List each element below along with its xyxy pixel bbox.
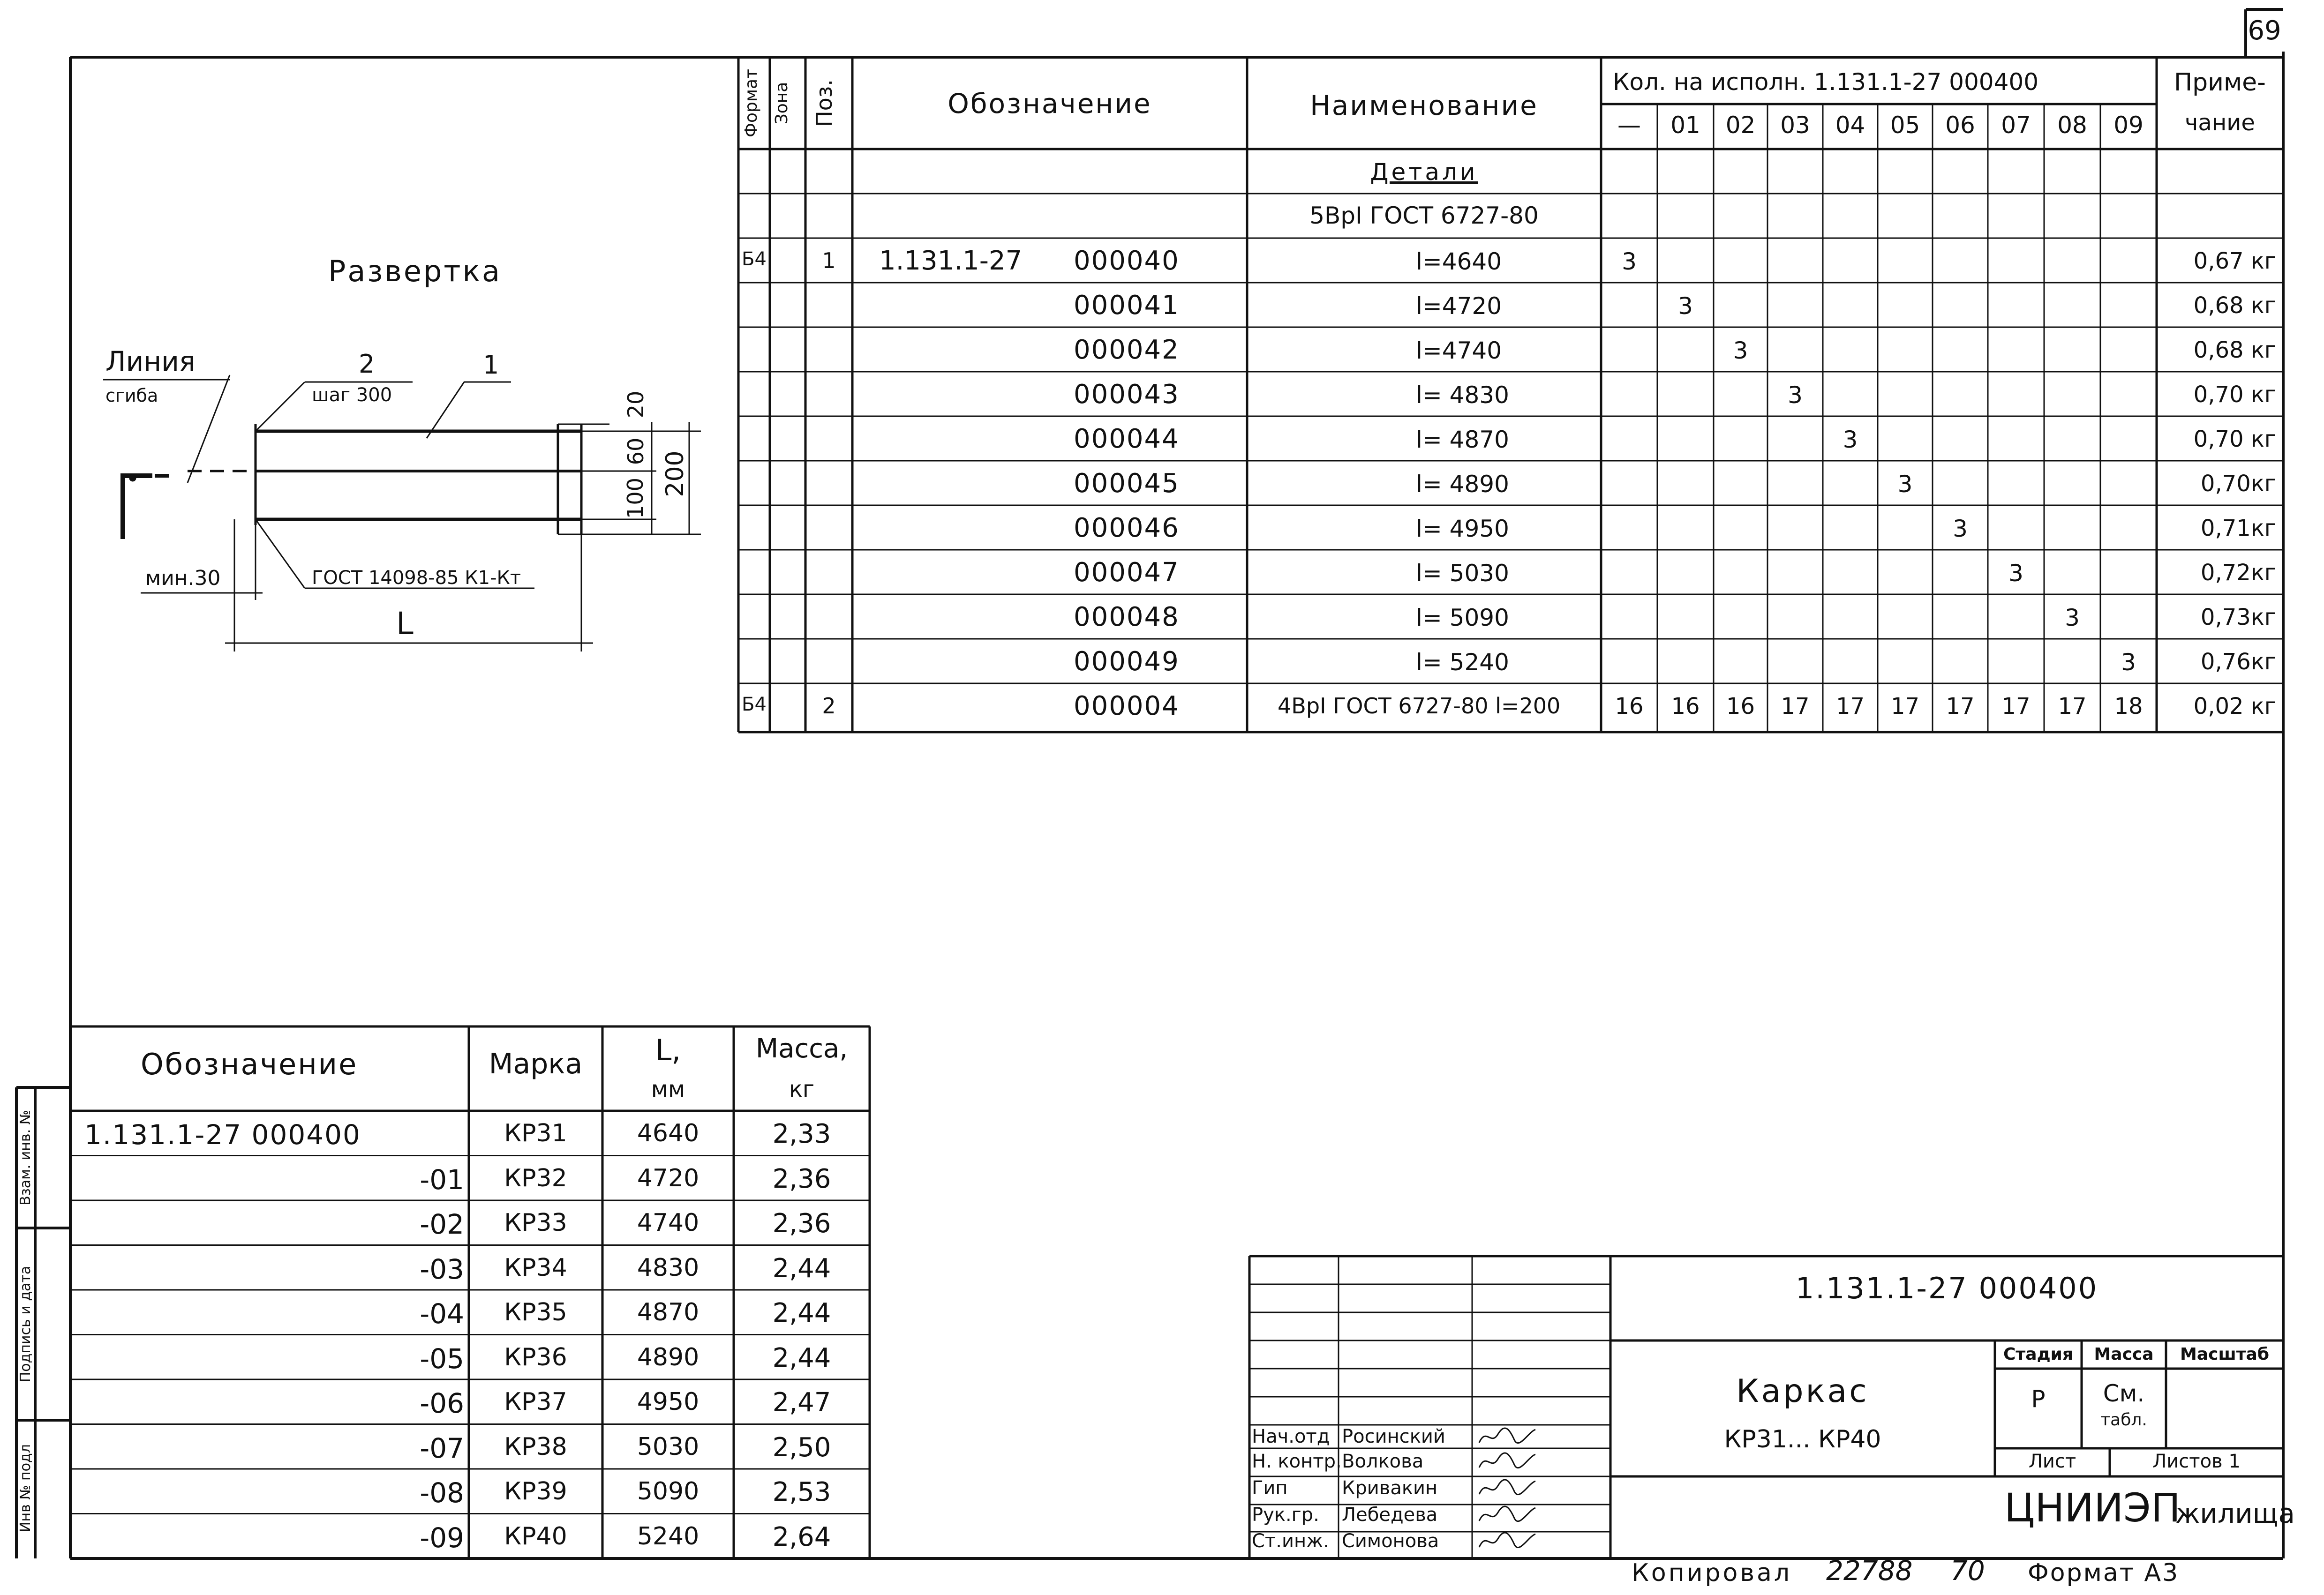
mass-row-designation: -04	[420, 1298, 464, 1330]
row-code: 000043	[1074, 379, 1180, 410]
mass-row-mark: КР32	[504, 1164, 567, 1192]
mass-header-L1: L,	[655, 1033, 681, 1067]
mass-row-L: 4890	[637, 1343, 699, 1371]
row-qty: 3	[1953, 515, 1968, 542]
last-row-name: 4ВрI ГОСТ 6727-80 l=200	[1278, 693, 1561, 719]
mass-header-designation: Обозначение	[141, 1047, 358, 1081]
mass-row-designation: 1.131.1-27 000400	[84, 1119, 361, 1151]
mass-row-mass: 2,47	[772, 1387, 831, 1418]
signature	[1477, 1529, 1538, 1553]
row-qty: 3	[2008, 560, 2023, 587]
row-code: 000041	[1074, 290, 1180, 321]
person-name: Симонова	[1342, 1530, 1439, 1552]
row-name: l=4640	[1416, 248, 1502, 275]
mass-row-L: 4740	[637, 1209, 699, 1237]
last-row-qty: 16	[1671, 693, 1700, 719]
mass-row-mark: КР31	[504, 1119, 567, 1147]
last-row-qty: 16	[1615, 693, 1644, 719]
sheet-number: 69	[2248, 15, 2281, 46]
person-role: Н. контр.	[1252, 1451, 1342, 1472]
row-code: 000048	[1074, 602, 1180, 632]
last-row-qty: 17	[1890, 693, 1920, 719]
stamp-vzam-inv: Взам. инв. №	[17, 1110, 34, 1206]
mass-row-L: 5240	[637, 1522, 699, 1550]
mass-row-L: 5090	[637, 1477, 699, 1505]
last-row-pos: 2	[822, 693, 836, 719]
stamp-sign-date: Подпись и дата	[17, 1266, 34, 1383]
spec-grid	[738, 57, 2283, 732]
row-name: l=4740	[1416, 337, 1502, 364]
last-row-qty: 17	[1946, 693, 1975, 719]
stage-label: Стадия	[2003, 1345, 2073, 1364]
variant-header: —	[1617, 112, 1641, 139]
variant-header: 06	[1945, 112, 1975, 139]
variant-header: 07	[2001, 112, 2031, 139]
header-note-2: чание	[2185, 110, 2255, 136]
mass-row-mark: КР38	[504, 1432, 567, 1461]
stamp-inv-podl: Инв № подл	[17, 1444, 34, 1532]
person-name: Волкова	[1342, 1451, 1424, 1472]
signature	[1477, 1476, 1538, 1500]
row-qty: 3	[1843, 426, 1858, 453]
last-row-qty: 17	[2058, 693, 2087, 719]
pos2-step: шаг 300	[312, 384, 392, 406]
dim-100: 100	[623, 478, 648, 519]
section-material: 5ВрI ГОСТ 6727-80	[1309, 202, 1539, 229]
label-bend: сгиба	[105, 385, 158, 406]
doc-title: Каркас	[1736, 1373, 1869, 1410]
row-qty: 3	[2065, 604, 2080, 631]
header-name: Наименование	[1310, 90, 1538, 121]
mass-row-mass: 2,44	[772, 1342, 831, 1373]
variant-header: 01	[1670, 112, 1700, 139]
person-name: Росинский	[1342, 1426, 1445, 1447]
row-note: 0,70кг	[2200, 471, 2276, 497]
row-code: 000047	[1074, 557, 1180, 588]
person-role: Ст.инж.	[1252, 1530, 1329, 1552]
mass-row-L: 4870	[637, 1298, 699, 1326]
sheet-label: Лист	[2028, 1451, 2076, 1472]
last-row-qty: 18	[2114, 693, 2143, 719]
header-qty: Кол. на исполн. 1.131.1-27 000400	[1613, 68, 2039, 96]
row-qty: 3	[1678, 292, 1693, 320]
mass-row-mass: 2,50	[772, 1432, 831, 1463]
variant-header: 08	[2057, 112, 2087, 139]
last-row-qty: 17	[2001, 693, 2031, 719]
mass-row-mass: 2,53	[772, 1477, 831, 1507]
mass-row-mass: 2,36	[772, 1163, 831, 1194]
mass-row-designation: -02	[420, 1208, 464, 1240]
mass-header-L2: мм	[651, 1076, 685, 1102]
mass-header-mass2: кг	[789, 1076, 815, 1102]
mass-row-designation: -06	[420, 1387, 464, 1419]
mass-row-designation: -08	[420, 1477, 464, 1509]
row-code: 000049	[1074, 646, 1180, 677]
row-name: l= 5030	[1416, 560, 1509, 587]
mass-row-L: 4720	[637, 1164, 699, 1192]
last-row-qty: 17	[1835, 693, 1865, 719]
mass-row-mass: 2,64	[772, 1521, 831, 1552]
row-format: Б4	[742, 248, 767, 270]
row-code: 000046	[1074, 513, 1180, 543]
person-role: Рук.гр.	[1252, 1504, 1319, 1526]
row-note: 0,76кг	[2200, 649, 2276, 675]
row-note: 0,70 кг	[2193, 426, 2276, 452]
row-code: 000040	[1074, 246, 1180, 276]
mass-row-mark: КР40	[504, 1522, 567, 1550]
person-name: Лебедева	[1342, 1504, 1438, 1526]
row-prefix: 1.131.1-27	[879, 246, 1023, 276]
row-pos: 1	[822, 248, 836, 273]
doc-code: 1.131.1-27 000400	[1795, 1271, 2098, 1305]
variant-header: 04	[1835, 112, 1865, 139]
row-qty: 3	[1788, 382, 1803, 409]
variant-header: 05	[1890, 112, 1920, 139]
mass-row-mark: КР39	[504, 1477, 567, 1505]
header-pos: Поз.	[812, 79, 837, 127]
row-name: l= 4950	[1416, 515, 1509, 542]
mass-row-mark: КР35	[504, 1298, 567, 1326]
dim-L: L	[396, 606, 414, 642]
row-code: 000044	[1074, 424, 1180, 454]
mass-row-mass: 2,44	[772, 1253, 831, 1284]
row-note: 0,71кг	[2200, 515, 2276, 541]
mass-header-mark: Марка	[489, 1048, 583, 1080]
mass-row-L: 5030	[637, 1432, 699, 1461]
person-name: Кривакин	[1342, 1477, 1438, 1499]
org-name-2: жилища	[2175, 1498, 2295, 1529]
mass-row-L: 4950	[637, 1388, 699, 1416]
pos1-number: 1	[483, 350, 499, 380]
mass-row-mark: КР37	[504, 1388, 567, 1416]
org-name: ЦНИИЭП	[2004, 1485, 2181, 1531]
row-qty: 3	[1622, 248, 1637, 275]
last-row-qty: 16	[1726, 693, 1755, 719]
mass-row-mark: КР36	[504, 1343, 567, 1371]
header-format: Формат	[742, 68, 761, 138]
min30-label: мин.30	[145, 566, 221, 590]
label-line: Линия	[105, 345, 196, 377]
row-note: 0,68 кг	[2193, 337, 2276, 363]
signature	[1477, 1503, 1538, 1527]
variant-header: 09	[2113, 112, 2143, 139]
row-name: l= 5240	[1416, 649, 1509, 676]
mass-row-designation: -05	[420, 1342, 464, 1375]
last-row-code: 000004	[1074, 691, 1180, 721]
footer-format: Формат А3	[2028, 1559, 2180, 1587]
mass-value-2: табл.	[2100, 1410, 2147, 1430]
row-note: 0,70 кг	[2193, 382, 2276, 408]
person-role: Гип	[1252, 1477, 1288, 1499]
mass-row-L: 4640	[637, 1119, 699, 1147]
mass-row-designation: -09	[420, 1521, 464, 1554]
row-qty: 3	[1733, 337, 1748, 364]
header-designation: Обозначение	[948, 88, 1152, 120]
mass-row-designation: -03	[420, 1253, 464, 1285]
sheets-label: Листов 1	[2152, 1451, 2241, 1472]
last-row-note: 0,02 кг	[2193, 693, 2276, 719]
mass-value-1: См.	[2103, 1380, 2145, 1407]
dim-20: 20	[623, 390, 648, 419]
row-name: l= 4870	[1416, 426, 1509, 453]
row-note: 0,72кг	[2200, 560, 2276, 586]
header-zone: Зона	[772, 82, 791, 125]
footer-num1: 22788	[1826, 1555, 1913, 1587]
person-role: Нач.отд	[1252, 1426, 1330, 1447]
row-qty: 3	[1897, 471, 1913, 498]
scale-label: Масштаб	[2180, 1345, 2269, 1364]
header-note-1: Приме-	[2174, 68, 2266, 97]
mass-label: Масса	[2094, 1345, 2154, 1364]
pos2-number: 2	[359, 349, 375, 379]
mass-row-designation: -01	[420, 1163, 464, 1196]
row-note: 0,73кг	[2200, 604, 2276, 630]
row-code: 000045	[1074, 468, 1180, 499]
mass-row-mass: 2,36	[772, 1208, 831, 1239]
drawing-title: Развертка	[328, 254, 502, 288]
row-note: 0,67 кг	[2193, 248, 2276, 274]
variant-header: 02	[1725, 112, 1756, 139]
doc-subtitle: КР31... КР40	[1724, 1425, 1881, 1453]
stage-value: Р	[2031, 1385, 2046, 1413]
signature	[1477, 1425, 1538, 1448]
row-code: 000042	[1074, 335, 1180, 365]
mass-row-mass: 2,44	[772, 1298, 831, 1328]
row-qty: 3	[2121, 649, 2136, 676]
section-title: Детали	[1370, 158, 1478, 186]
footer-num2: 70	[1950, 1555, 1985, 1587]
mass-row-mass: 2,33	[772, 1119, 831, 1149]
mass-row-mark: КР33	[504, 1209, 567, 1237]
dim-200: 200	[661, 450, 689, 497]
mass-row-L: 4830	[637, 1253, 699, 1282]
gost-weld: ГОСТ 14098-85 К1-Кт	[312, 567, 521, 589]
mass-grid	[70, 1026, 870, 1558]
last-row-qty: 17	[1781, 693, 1810, 719]
mass-header-mass1: Масса,	[755, 1033, 848, 1064]
mass-row-designation: -07	[420, 1432, 464, 1464]
variant-header: 03	[1780, 112, 1810, 139]
footer-copied: Копировал	[1632, 1559, 1792, 1587]
row-name: l= 4890	[1416, 471, 1509, 498]
dim-60: 60	[623, 437, 648, 465]
row-note: 0,68 кг	[2193, 292, 2276, 319]
last-row-format: Б4	[742, 694, 767, 715]
row-name: l= 4830	[1416, 382, 1509, 409]
row-name: l= 5090	[1416, 604, 1509, 631]
row-name: l=4720	[1416, 292, 1502, 320]
mass-row-mark: КР34	[504, 1253, 567, 1282]
signature	[1477, 1450, 1538, 1473]
